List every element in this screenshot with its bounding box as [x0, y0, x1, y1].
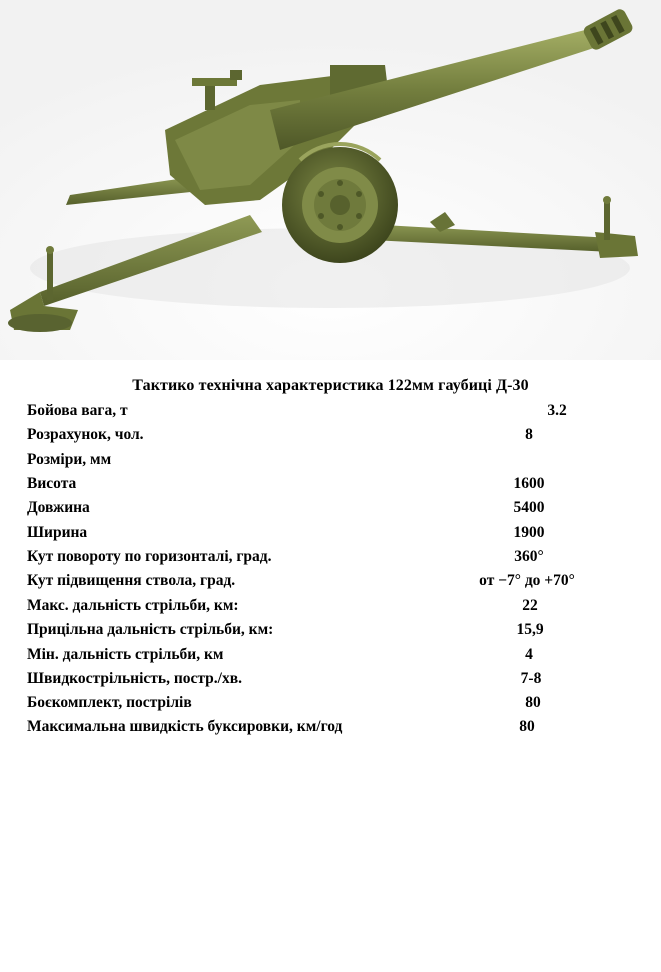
spec-row: [27, 597, 627, 621]
spec-row: [27, 451, 627, 475]
spec-label: Бойова вага, т: [27, 402, 128, 419]
howitzer-photo: [0, 0, 661, 360]
spec-label: Кут підвищення ствола, град.: [27, 572, 236, 589]
spec-row: [27, 572, 627, 596]
spec-row: [27, 670, 627, 694]
spec-value: 7-8: [520, 670, 542, 687]
spec-value: 15,9: [516, 621, 544, 638]
spec-value: 80: [525, 694, 541, 711]
spec-row: [27, 718, 627, 742]
spec-label: Ширина: [27, 524, 88, 541]
spec-label: Висота: [27, 475, 77, 492]
spec-label: Макс. дальність стрільби, км:: [27, 597, 239, 614]
spec-value: 1900: [513, 524, 545, 541]
spec-value: 80: [519, 718, 535, 735]
spec-row: [27, 475, 627, 499]
spec-row: [27, 646, 627, 670]
spec-label: Боєкомплект, пострілів: [27, 694, 192, 711]
spec-label: Розміри, мм: [27, 451, 112, 468]
spec-row: [27, 694, 627, 718]
spec-label: Максимальна швидкість буксировки, км/год: [27, 718, 343, 735]
table-title: Тактико технічна характеристика 122мм гаубиці Д-30: [132, 377, 529, 394]
spec-label: Прицільна дальність стрільби, км:: [27, 621, 274, 638]
spec-value: 360°: [514, 548, 544, 565]
spec-row: [27, 524, 627, 548]
spec-value: 5400: [513, 499, 545, 516]
spec-value: 3.2: [547, 402, 567, 419]
spec-label: Кут повороту по горизонталі, град.: [27, 548, 272, 565]
spec-label: Розрахунок, чол.: [27, 426, 144, 443]
spec-row: [27, 426, 627, 450]
spec-value: 1600: [513, 475, 545, 492]
spec-row: [27, 548, 627, 572]
spec-row: [27, 621, 627, 645]
spec-row: [27, 402, 627, 426]
spec-label: Мін. дальність стрільби, км: [27, 646, 224, 663]
spec-value: 8: [525, 426, 533, 443]
spec-value: 22: [522, 597, 538, 614]
spec-label: Швидкострільність, постр./хв.: [27, 670, 242, 687]
spec-value: от −7° до +70°: [479, 572, 575, 589]
spec-label: Довжина: [27, 499, 90, 516]
spec-row: [27, 499, 627, 523]
spec-value: 4: [525, 646, 533, 663]
